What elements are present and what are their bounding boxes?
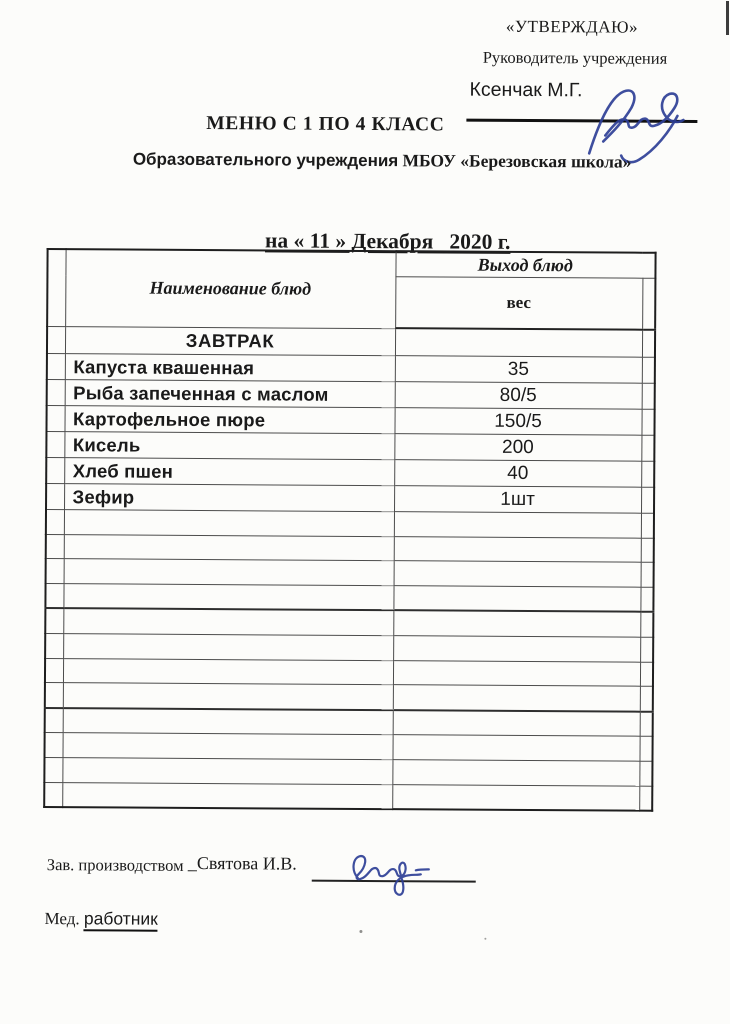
- meal-section-row: [47, 326, 655, 357]
- empty-row: [46, 510, 654, 538]
- dish-weight: 200: [394, 434, 641, 462]
- empty-row: [45, 634, 653, 662]
- empty-row: [44, 757, 652, 785]
- production-signature-ink-icon: [346, 848, 436, 899]
- menu-item-row: [46, 484, 654, 514]
- org-name: МБОУ «Березовская школа»: [402, 150, 632, 172]
- menu-item-row: [46, 432, 654, 462]
- medical-worker-label: [44, 908, 157, 930]
- med-word: работник: [84, 908, 158, 931]
- scan-speck: [484, 938, 486, 940]
- dish-weight: 1шт: [394, 486, 641, 514]
- dish-name: Хлеб пшен: [64, 458, 394, 486]
- menu-item-row: [46, 406, 654, 436]
- empty-row: [44, 782, 652, 811]
- empty-row: [45, 608, 653, 637]
- row-number-column-header: [47, 249, 65, 326]
- empty-row: [44, 733, 652, 761]
- dish-name: Зефир: [64, 484, 394, 512]
- approval-stamp: «УТВЕРЖДАЮ»: [505, 16, 639, 37]
- empty-row: [46, 559, 654, 587]
- menu-date: на « 11 » Декабря 2020 г.: [264, 228, 511, 254]
- menu-item-row: [47, 354, 655, 384]
- dish-name: Рыба запеченная с маслом: [65, 380, 395, 408]
- dish-weight: 35: [395, 356, 642, 384]
- production-manager-label: Зав. производством: [46, 855, 184, 875]
- spare-column-header: [642, 278, 655, 330]
- empty-row: [46, 534, 654, 562]
- dish-weight: 150/5: [394, 408, 641, 436]
- meal-section-title: ЗАВТРАК: [65, 326, 395, 356]
- dish-name: Картофельное пюре: [64, 406, 394, 434]
- med-prefix: Мед.: [44, 909, 80, 929]
- dish-name: Капуста квашенная: [65, 354, 395, 382]
- scan-edge-line: [726, 1, 729, 35]
- empty-row: [45, 683, 653, 712]
- empty-row: [45, 583, 653, 612]
- dish-weight: 80/5: [395, 382, 642, 410]
- org-prefix: Образовательного учреждения: [132, 149, 399, 171]
- empty-row: [45, 658, 653, 686]
- scan-speck: [359, 930, 362, 933]
- menu-item-row: [47, 380, 655, 410]
- name-column-header: Наименование блюд: [65, 249, 395, 328]
- document-title: МЕНЮ С 1 ПО 4 КЛАСС: [206, 113, 445, 136]
- dish-weight: 40: [394, 460, 641, 488]
- director-name: Ксенчак М.Г.: [469, 78, 583, 102]
- dish-name: Кисель: [64, 432, 394, 460]
- output-column-header: Выход блюд: [395, 251, 655, 278]
- production-manager-name: _Святова И.В.: [187, 852, 297, 874]
- empty-row: [45, 708, 653, 737]
- approval-role: Руководитель учреждения: [482, 47, 668, 68]
- table-header-row-1: [47, 249, 655, 278]
- weight-column-header: вес: [395, 277, 642, 330]
- menu-item-row: [46, 458, 654, 488]
- menu-table: [43, 248, 656, 812]
- document-subtitle: [32, 148, 730, 173]
